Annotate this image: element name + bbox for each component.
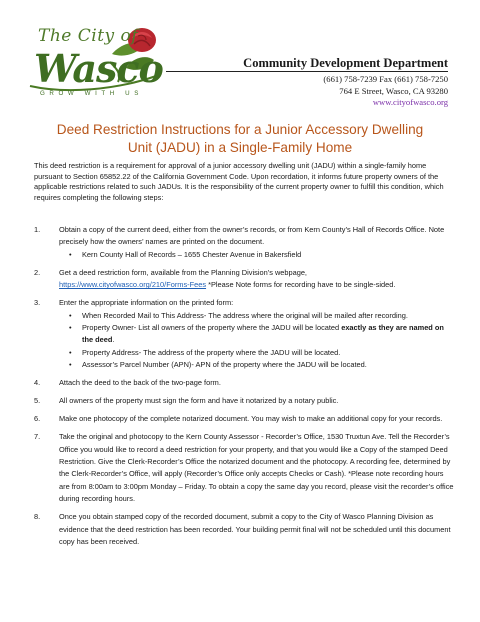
title-line-1: Deed Restriction Instructions for a Junior Accessory Dwelling xyxy=(56,122,424,137)
step-number: 5. xyxy=(34,396,41,406)
step-text: Take the original and photocopy to the Kern County Assessor - Recorder’s Office, 1530 Truxtun Ave. Tell the Recorder’s Office you would like to record a deed restriction for your property, and that you would like a Copy of the stamped Deed Restriction. Give the Clerk-Recorder’s Office the notarized document and the photocopy. A recording fee, determined by the Clerk-Recorder’s Office, will apply (Recorder’s Office only accepts Checks or Cash). *Please note recording hours are from 8:00am to 3:00pm Monday – Friday. To obtain a copy the same day you record, please visit the recorder’s office during recording hours. xyxy=(59,432,454,504)
bullet-text: Kern County Hall of Records – 1655 Chester Avenue in Bakersfield xyxy=(82,249,302,259)
list-item xyxy=(34,297,454,371)
step-text: All owners of the property must sign the form and have it notarized by a notary public. xyxy=(59,396,339,406)
step-text-note: *Please Note forms for recording have to be single-sided. xyxy=(206,280,396,290)
step-number: 2. xyxy=(34,267,41,277)
logo-tagline: GROW WITH US xyxy=(40,90,143,97)
step-text: Attach the deed to the back of the two-page form. xyxy=(59,378,221,388)
intro-paragraph: This deed restriction is a requirement for approval of a junior accessory dwelling unit (JADU) within a single-family home pursuant to Section 65852.22 of the California Government Code. Upon recordation, it informs future property owners of the applicable restrictions related to such JADUs. It is the responsibility of the current property owner to fulfill this condition, which requires completing the following steps: xyxy=(34,161,444,202)
bullet-icon: • xyxy=(69,323,72,333)
bullet-icon: • xyxy=(69,360,72,370)
bullet-icon: • xyxy=(69,249,72,259)
sub-list xyxy=(59,249,454,261)
bullet-text-bold: exactly as they are named on the deed xyxy=(82,323,444,345)
list-item xyxy=(34,511,454,548)
list-item xyxy=(34,224,454,261)
address: 764 E Street, Wasco, CA 93280 xyxy=(339,85,448,96)
bullet-icon: • xyxy=(69,310,72,320)
list-item xyxy=(34,267,454,292)
contact-block xyxy=(323,74,448,109)
step-number: 1. xyxy=(34,225,41,234)
sub-list-item xyxy=(59,347,454,359)
step-text: Get a deed restriction form, available from the Planning Division’s webpage, xyxy=(59,267,307,277)
step-number: 7. xyxy=(34,432,41,442)
forms-fees-link[interactable]: https://www.cityofwasco.org/210/Forms-Fees xyxy=(59,280,207,290)
bullet-text-end: . xyxy=(112,335,115,345)
city-logo xyxy=(26,24,166,106)
sub-list-item xyxy=(59,249,454,261)
phone-fax: (661) 758-7239 Fax (661) 758-7250 xyxy=(323,74,448,84)
title-line-2: Unit (JADU) in a Single-Family Home xyxy=(127,140,353,155)
steps-list xyxy=(34,224,454,554)
logo-city-of-text: The City of xyxy=(38,26,139,46)
list-item xyxy=(34,431,454,505)
department-name: Community Development Department xyxy=(243,56,448,70)
step-number: 6. xyxy=(34,414,41,424)
sub-list xyxy=(59,310,454,372)
list-item xyxy=(34,395,454,407)
page-title xyxy=(40,121,440,157)
sub-list-item xyxy=(59,322,454,347)
bullet-icon: • xyxy=(69,347,72,357)
bullet-text: Property Owner- List all owners of the property where the JADU will be located xyxy=(82,323,342,333)
step-number: 8. xyxy=(34,512,41,522)
logo-wasco-text: Wasco xyxy=(34,46,163,91)
bullet-text: Assessor’s Parcel Number (APN)- APN of the property where the JADU will be located. xyxy=(82,360,367,370)
step-text: Make one photocopy of the complete notarized document. You may wish to make an additional copy for your records. xyxy=(59,414,443,424)
bullet-text: When Recorded Mail to This Address- The address where the original will be mailed after recording. xyxy=(82,310,408,320)
step-text: Enter the appropriate information on the printed form: xyxy=(59,298,234,308)
list-item xyxy=(34,377,454,389)
header-divider xyxy=(166,71,448,72)
step-text: Once you obtain stamped copy of the recorded document, submit a copy to the City of Wasco Planning Division as evidence that the deed restriction has been recorded. Your building permit final will not be scheduled until this document copy has been received. xyxy=(59,512,451,547)
list-item xyxy=(34,413,454,425)
website-link[interactable]: www.cityofwasco.org xyxy=(372,97,448,108)
step-number: 3. xyxy=(34,298,41,308)
bullet-text: Property Address- The address of the property where the JADU will be located. xyxy=(82,347,341,357)
step-text: Obtain a copy of the current deed, either from the owner’s records, or from Kern County’s Hall of Records Office. Note precisely how the owners’ names are printed on the document. xyxy=(59,225,445,247)
sub-list-item xyxy=(59,359,454,371)
sub-list-item xyxy=(59,310,454,322)
step-number: 4. xyxy=(34,378,41,388)
